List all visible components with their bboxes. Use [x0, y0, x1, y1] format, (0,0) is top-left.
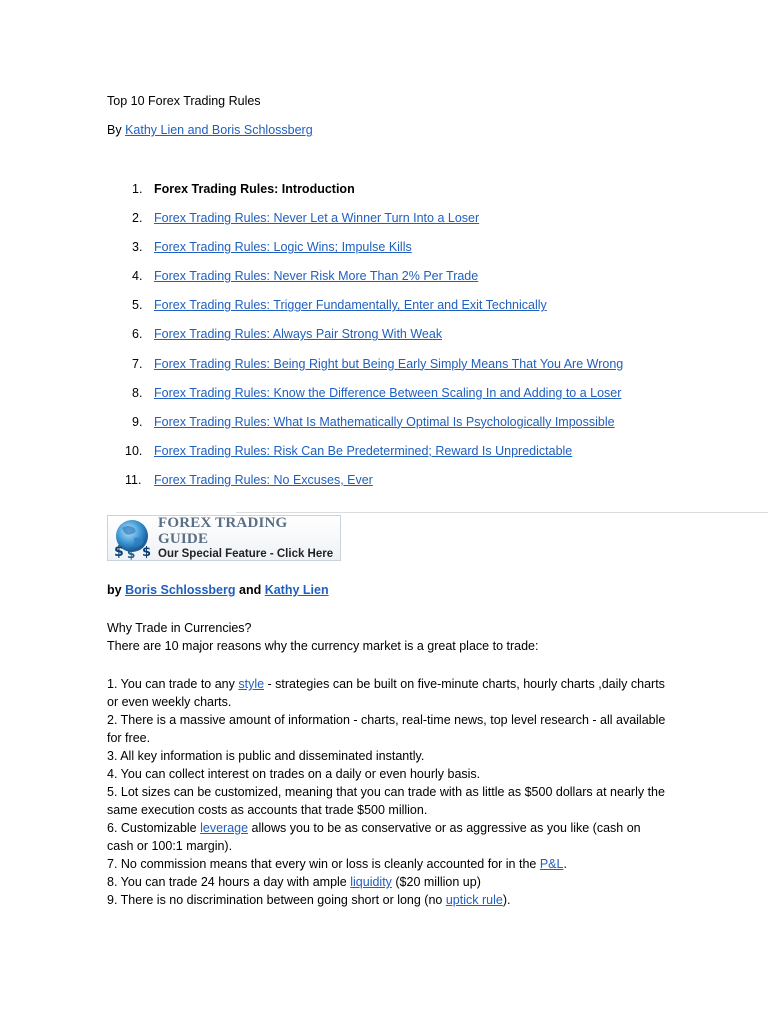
byline	[107, 121, 313, 139]
separator-line	[236, 512, 768, 513]
liquidity-link[interactable]: liquidity	[350, 875, 392, 889]
byline-prefix: By	[107, 123, 126, 137]
reason-text: .	[563, 857, 567, 871]
toc-link[interactable]: Forex Trading Rules: Know the Difference Between Scaling In and Adding to a Loser	[154, 385, 622, 400]
toc-number: 1.	[132, 182, 143, 196]
toc-number: 8.	[132, 385, 143, 400]
uptick-rule-link[interactable]: uptick rule	[445, 893, 503, 907]
reason-text: 1. You can trade to any	[107, 677, 239, 691]
intro-section	[107, 619, 667, 655]
toc-number: 7.	[132, 356, 143, 371]
toc-link[interactable]: Forex Trading Rules: What Is Mathematically Optimal Is Psychologically Impossible	[154, 414, 615, 429]
style-link[interactable]: style	[238, 677, 265, 691]
banner-subtitle: Our Special Feature - Click Here	[158, 548, 334, 560]
toc-number: 10.	[125, 443, 143, 458]
reason-text: 7. No commission means that every win or loss is cleanly accounted for in the	[107, 857, 540, 871]
forex-guide-banner[interactable]	[107, 515, 341, 561]
toc-number: 4.	[132, 269, 143, 284]
toc-number: 11.	[125, 472, 142, 487]
toc-number: 2.	[132, 211, 143, 226]
globe-dollar-icon	[108, 516, 154, 560]
svg-text:$: $	[127, 547, 136, 560]
toc-item	[107, 267, 667, 296]
reason-item	[107, 819, 667, 855]
reason-item: 3. All key information is public and disseminated instantly.	[107, 749, 425, 763]
toc-item	[107, 325, 667, 354]
authors-link[interactable]: Kathy Lien and Boris Schlossberg	[125, 123, 313, 137]
toc-link[interactable]: Forex Trading Rules: No Excuses, Ever	[154, 472, 373, 487]
reason-text: ($20 million up)	[391, 875, 481, 889]
reason-text: ).	[502, 893, 511, 907]
reason-item: 4. You can collect interest on trades on a daily or even hourly basis.	[107, 767, 481, 781]
toc-item	[107, 209, 667, 238]
reason-text: allows you to be as conservative or as aggressive as you like (cash on cash or 100:1 margin).	[107, 821, 641, 853]
toc-number: 9.	[132, 414, 143, 429]
toc-number: 6.	[132, 327, 143, 342]
svg-text:$: $	[114, 544, 124, 560]
toc-number: 3.	[132, 240, 143, 255]
reason-text: 8. You can trade 24 hours a day with ample	[107, 875, 351, 889]
pnl-link[interactable]: P&L	[539, 857, 564, 871]
toc-link[interactable]: Forex Trading Rules: Logic Wins; Impulse Kills	[154, 240, 412, 255]
reason-item	[107, 873, 667, 891]
reason-item	[107, 891, 667, 909]
reason-item: 5. Lot sizes can be customized, meaning that you can trade with as little as $500 dollars at nearly the same execution costs as accounts that trade $500 million.	[107, 785, 665, 817]
reason-item	[107, 675, 667, 711]
reason-text: - strategies can be built on five-minute charts, hourly charts ,daily charts or even weekly charts.	[107, 677, 665, 709]
toc-list	[107, 180, 667, 500]
toc-item	[107, 296, 667, 325]
article-byline	[107, 581, 329, 599]
article-byline-prefix: by	[107, 583, 126, 597]
toc-item	[107, 384, 667, 413]
toc-link[interactable]: Forex Trading Rules: Never Risk More Than 2% Per Trade	[154, 269, 479, 284]
reason-item	[107, 855, 667, 873]
author-link-boris[interactable]: Boris Schlossberg	[125, 583, 236, 597]
banner-title: FOREX TRADING GUIDE	[158, 515, 288, 547]
toc-item	[107, 442, 667, 471]
toc-link[interactable]: Forex Trading Rules: Risk Can Be Predetermined; Reward Is Unpredictable	[154, 443, 573, 458]
toc-current-item: Forex Trading Rules: Introduction	[154, 182, 355, 196]
toc-number: 5.	[132, 298, 143, 313]
author-link-kathy[interactable]: Kathy Lien	[264, 583, 329, 597]
reason-text: 9. There is no discrimination between going short or long (no	[107, 893, 446, 907]
page-title: Top 10 Forex Trading Rules	[107, 94, 261, 108]
toc-item	[107, 413, 667, 442]
reason-text: 6. Customizable	[107, 821, 201, 835]
svg-text:$: $	[142, 545, 152, 560]
reason-item: 2. There is a massive amount of information - charts, real-time news, top level research - all available for free.	[107, 713, 666, 745]
toc-item	[107, 238, 667, 267]
intro-question: Why Trade in Currencies?	[107, 621, 252, 635]
toc-link[interactable]: Forex Trading Rules: Always Pair Strong With Weak	[154, 327, 443, 342]
toc-link[interactable]: Forex Trading Rules: Being Right but Being Early Simply Means That You Are Wrong	[154, 356, 624, 371]
toc-item	[107, 355, 667, 384]
toc-link[interactable]: Forex Trading Rules: Trigger Fundamentally, Enter and Exit Technically	[154, 298, 547, 313]
reasons-list	[107, 675, 667, 909]
leverage-link[interactable]: leverage	[200, 821, 249, 835]
toc-item	[107, 471, 667, 500]
intro-lead: There are 10 major reasons why the currency market is a great place to trade:	[107, 639, 539, 653]
article-byline-and: and	[235, 583, 265, 597]
toc-link[interactable]: Forex Trading Rules: Never Let a Winner Turn Into a Loser	[154, 211, 480, 226]
toc-item	[107, 180, 667, 209]
